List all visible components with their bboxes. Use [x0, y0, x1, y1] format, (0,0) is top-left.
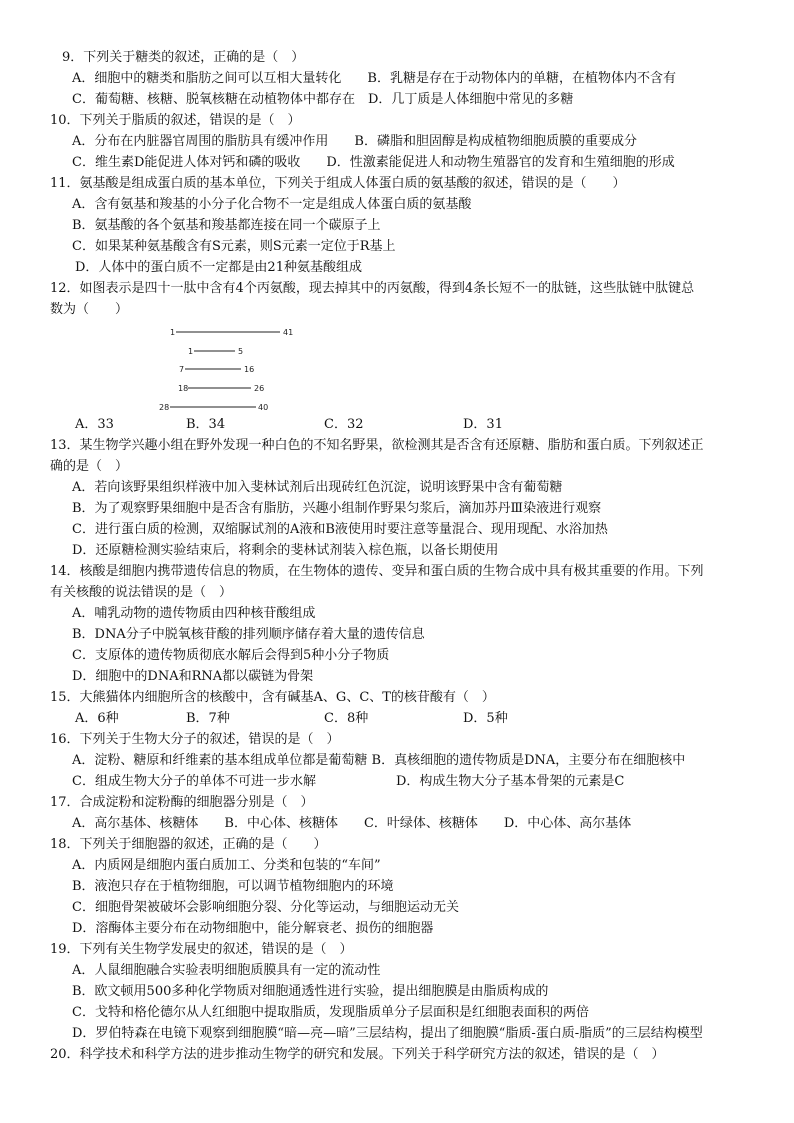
- q9-options-line2: C．葡萄糖、核糖、脱氧核糖在动植物体中都存在 D．几丁质是人体细胞中常见的多糖: [72, 92, 574, 107]
- segment3-start-label: 18: [178, 384, 189, 393]
- q16-option-d: D．构成生物大分子基本骨架的元素是C: [396, 774, 625, 789]
- q13-option-b: B．为了观察野果细胞中是否含有脂肪，兴趣小组制作野果匀浆后，滴加苏丹Ⅲ染液进行观察: [72, 501, 602, 516]
- q11-option-c: C．如果某种氨基酸含有S元素，则S元素一定位于R基上: [72, 239, 396, 254]
- q15-option-b: B．7种: [186, 711, 230, 726]
- q10-stem: 10．下列关于脂质的叙述，错误的是（ ）: [50, 113, 301, 128]
- q12-stem-line1: 12．如图表示是四十一肽中含有4个丙氨酸，现去掉其中的丙氨酸，得到4条长短不一的肽链，这些肽链中肽键总: [50, 281, 695, 296]
- q15-stem: 15．大熊猫体内细胞所含的核酸中，含有碱基A、G、C、T的核苷酸有（ ）: [50, 690, 495, 705]
- segment2-end-label: 16: [244, 365, 255, 374]
- segment2-start-label: 7: [179, 365, 185, 374]
- q14-option-d: D．细胞中的DNA和RNA都以碳链为骨架: [72, 669, 314, 684]
- q13-stem-line2: 确的是（ ）: [50, 459, 129, 474]
- peptide-chain-diagram: [150, 322, 310, 418]
- q17-stem: 17．合成淀粉和淀粉酶的细胞器分别是（ ）: [50, 795, 314, 810]
- q16-stem: 16．下列关于生物大分子的叙述，错误的是（ ）: [50, 732, 340, 747]
- q13-stem-line1: 13．某生物学兴趣小组在野外发现一种白色的不知名野果，欲检测其是否含有还原糖、脂肪和蛋白质。下列叙述正: [50, 438, 704, 453]
- q14-option-c: C．支原体的遗传物质彻底水解后会得到5种小分子物质: [72, 648, 390, 663]
- q11-option-a: A．含有氨基和羧基的小分子化合物不一定是组成人体蛋白质的氨基酸: [72, 197, 472, 212]
- q19-option-c: C．戈特和格伦德尔从人红细胞中提取脂质，发现脂质单分子层面积是红细胞表面积的两倍: [72, 1005, 589, 1020]
- q13-option-c: C．进行蛋白质的检测，双缩脲试剂的A液和B液使用时要注意等量混合、现用现配、水浴加热: [72, 522, 608, 537]
- q12-option-d: D．31: [463, 417, 503, 432]
- q10-options-line1: A．分布在内脏器官周围的脂肪具有缓冲作用 B．磷脂和胆固醇是构成植物细胞质膜的重要成分: [72, 134, 637, 149]
- q14-stem-line1: 14．核酸是细胞内携带遗传信息的物质，在生物体的遗传、变异和蛋白质的生物合成中具有极其重要的作用。下列: [50, 564, 704, 579]
- q19-option-b: B．欧文顿用500多种化学物质对细胞通透性进行实验，提出细胞膜是由脂质构成的: [72, 984, 549, 999]
- q10-options-line2: C．维生素D能促进人体对钙和磷的吸收 D．性激素能促进人和动物生殖器官的发育和生殖细胞的形成: [72, 155, 675, 170]
- segment1-end-label: 5: [238, 347, 244, 356]
- q15-option-a: A．6种: [75, 711, 119, 726]
- segment3-end-label: 26: [254, 384, 265, 393]
- q18-option-c: C．细胞骨架被破坏会影响细胞分裂、分化等运动，与细胞运动无关: [72, 900, 459, 915]
- q17-options: A．高尔基体、核糖体 B．中心体、核糖体 C．叶绿体、核糖体 D．中心体、高尔基体: [72, 816, 632, 831]
- q11-option-d: D．人体中的蛋白质不一定都是由21种氨基酸组成: [75, 260, 362, 275]
- segment4-end-label: 40: [258, 403, 269, 412]
- q12-stem-line2: 数为（ ）: [50, 302, 129, 317]
- q15-option-c: C．8种: [324, 711, 369, 726]
- segment4-start-label: 28: [159, 403, 170, 412]
- q12-option-b: B．34: [186, 417, 226, 432]
- q9-stem: 9．下列关于糖类的叙述，正确的是（ ）: [62, 50, 305, 65]
- q13-option-d: D．还原糖检测实验结束后，将剩余的斐林试剂装入棕色瓶，以备长期使用: [72, 543, 499, 558]
- q20-stem: 20．科学技术和科学方法的进步推动生物学的研究和发展。下列关于科学研究方法的叙述，错误的是（ ）: [50, 1047, 665, 1062]
- q18-option-d: D．溶酶体主要分布在动物细胞中，能分解衰老、损伤的细胞器: [72, 921, 434, 936]
- q14-option-a: A．哺乳动物的遗传物质由四种核苷酸组成: [72, 606, 316, 621]
- q18-option-a: A．内质网是细胞内蛋白质加工、分类和包装的“车间”: [72, 858, 381, 873]
- q12-option-c: C．32: [324, 417, 364, 432]
- q12-option-a: A．33: [75, 417, 114, 432]
- q16-option-c: C．组成生物大分子的单体不可进一步水解: [72, 774, 316, 789]
- q18-stem: 18．下列关于细胞器的叙述，正确的是（ ）: [50, 837, 327, 852]
- q11-stem: 11．氨基酸是组成蛋白质的基本单位，下列关于组成人体蛋白质的氨基酸的叙述，错误的是（ ）: [50, 176, 626, 191]
- q11-option-b: B．氨基酸的各个氨基和羧基都连接在同一个碳原子上: [72, 218, 381, 233]
- q14-option-b: B．DNA分子中脱氧核苷酸的排列顺序储存着大量的遗传信息: [72, 627, 425, 642]
- q15-option-d: D．5种: [463, 711, 508, 726]
- q14-stem-line2: 有关核酸的说法错误的是（ ）: [50, 585, 233, 600]
- q9-options-line1: A．细胞中的糖类和脂肪之间可以互相大量转化 B．乳糖是存在于动物体内的单糖，在植物体内不含有: [72, 71, 676, 86]
- q19-option-a: A．人鼠细胞融合实验表明细胞质膜具有一定的流动性: [72, 963, 381, 978]
- full-chain-start-label: 1: [170, 328, 176, 337]
- q19-stem: 19．下列有关生物学发展史的叙述，错误的是（ ）: [50, 942, 353, 957]
- q19-option-d: D．罗伯特森在电镜下观察到细胞膜“暗—亮—暗”三层结构，提出了细胞膜“脂质-蛋白质-脂质”的三层结构模型: [72, 1026, 703, 1041]
- q18-option-b: B．液泡只存在于植物细胞，可以调节植物细胞内的环境: [72, 879, 394, 894]
- segment1-start-label: 1: [188, 347, 194, 356]
- q13-option-a: A．若向该野果组织样液中加入斐林试剂后出现砖红色沉淀，说明该野果中含有葡萄糖: [72, 480, 563, 495]
- full-chain-end-label: 41: [283, 328, 294, 337]
- q16-options-line1: A．淀粉、糖原和纤维素的基本组成单位都是葡萄糖 B．真核细胞的遗传物质是DNA，主要分布在细胞核中: [72, 753, 686, 768]
